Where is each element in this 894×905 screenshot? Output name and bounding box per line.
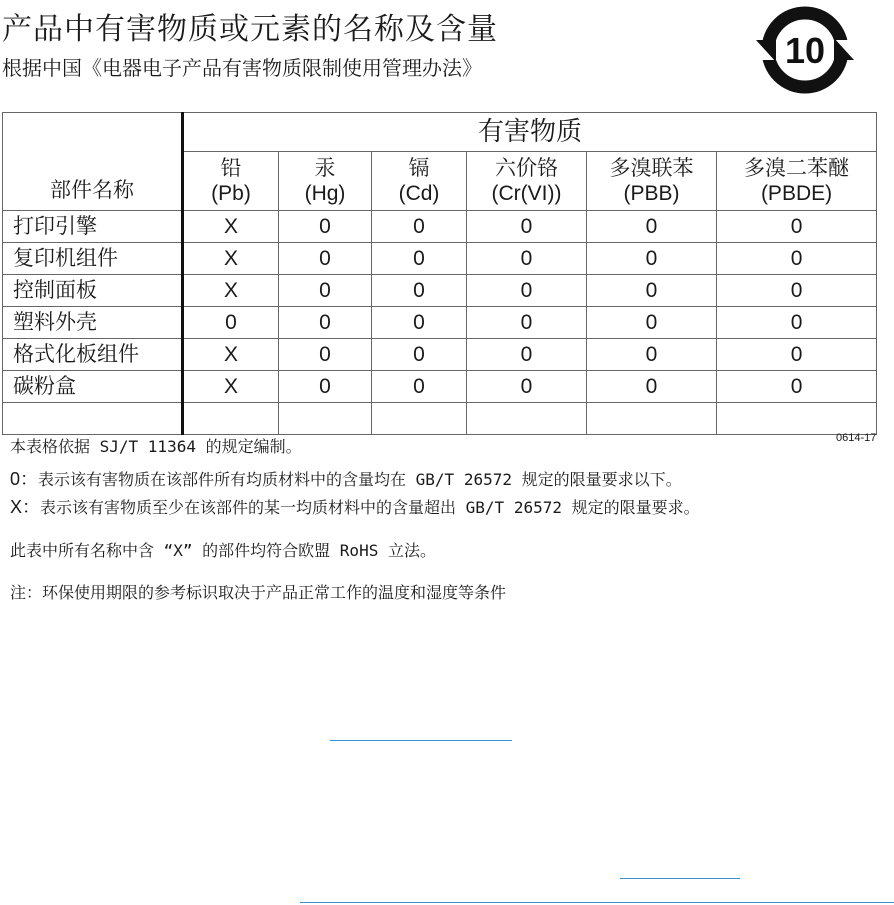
table-row [3, 339, 877, 371]
substance-value-cell [279, 403, 372, 435]
substance-name: 多溴二苯醚 [744, 156, 850, 180]
substance-value-cell: 0 [467, 211, 587, 243]
table-row [3, 275, 877, 307]
table-row [3, 371, 877, 403]
divider-line [620, 878, 740, 879]
substance-value-cell: 0 [587, 243, 717, 275]
part-name-cell: 塑料外壳 [3, 307, 183, 339]
substance-value-cell: 0 [587, 307, 717, 339]
substance-value-cell: 0 [279, 371, 372, 403]
table-row [3, 403, 877, 435]
note-epup: 注：环保使用期限的参考标识取决于产品正常工作的温度和湿度等条件 [10, 583, 507, 602]
substance-value-cell: 0 [467, 339, 587, 371]
note-x-marker: X： [10, 497, 41, 517]
substance-value-cell: 0 [717, 211, 877, 243]
part-name-header: 部件名称 [3, 113, 183, 211]
substance-value-cell: 0 [717, 275, 877, 307]
substance-symbol: (PBB) [623, 182, 680, 205]
substance-value-cell: 0 [279, 307, 372, 339]
note-zero-text: 表示该有害物质在该部件所有均质材料中的含量均在 GB/T 26572 规定的限量要求以下。 [38, 470, 682, 489]
substance-header [279, 152, 372, 211]
note-zero-marker: 0： [10, 469, 39, 489]
substance-value-cell: 0 [372, 339, 467, 371]
table-header-row [3, 113, 877, 152]
substance-value-cell: X [183, 211, 279, 243]
document-code: 0614-17 [836, 432, 877, 444]
substance-header [372, 152, 467, 211]
hazardous-substances-header: 有害物质 [183, 113, 877, 152]
substance-value-cell [717, 403, 877, 435]
table-row [3, 243, 877, 275]
substance-value-cell: 0 [587, 275, 717, 307]
substance-header [717, 152, 877, 211]
substance-value-cell: 0 [372, 211, 467, 243]
substance-value-cell: 0 [279, 275, 372, 307]
substance-value-cell: 0 [587, 339, 717, 371]
substance-value-cell: 0 [279, 211, 372, 243]
substance-value-cell: X [183, 243, 279, 275]
substance-value-cell: 0 [467, 275, 587, 307]
page-title: 产品中有害物质或元素的名称及含量 [2, 12, 498, 47]
substance-value-cell: 0 [467, 243, 587, 275]
part-name-cell: 碳粉盒 [3, 371, 183, 403]
divider-line [330, 740, 512, 741]
substance-name: 镉 [408, 156, 430, 180]
part-name-cell: 格式化板组件 [3, 339, 183, 371]
part-name-cell [3, 403, 183, 435]
substance-value-cell: 0 [717, 307, 877, 339]
substance-name: 六价铬 [495, 156, 558, 180]
substance-value-cell [587, 403, 717, 435]
note-standard: 本表格依据 SJ/T 11364 的规定编制。 [10, 437, 302, 456]
substance-symbol: (Pb) [211, 182, 251, 205]
substance-symbol: (PBDE) [760, 182, 833, 205]
part-name-cell: 打印引擎 [3, 211, 183, 243]
substance-value-cell: X [183, 339, 279, 371]
substance-value-cell: 0 [587, 211, 717, 243]
substance-header [183, 152, 279, 211]
substance-value-cell [372, 403, 467, 435]
substance-value-cell [467, 403, 587, 435]
substance-value-cell: 0 [372, 307, 467, 339]
substance-value-cell [183, 403, 279, 435]
substance-value-cell: 0 [183, 307, 279, 339]
substance-symbol: (Cr(VI)) [491, 182, 562, 205]
substance-value-cell: 0 [587, 371, 717, 403]
substance-value-cell: 0 [279, 339, 372, 371]
substance-value-cell: 0 [372, 275, 467, 307]
substance-value-cell: 0 [372, 371, 467, 403]
substance-value-cell: 0 [717, 371, 877, 403]
note-zero [10, 468, 682, 491]
substance-value-cell: 0 [279, 243, 372, 275]
substance-value-cell: 0 [467, 307, 587, 339]
substance-value-cell: X [183, 371, 279, 403]
page-subtitle: 根据中国《电器电子产品有害物质限制使用管理办法》 [2, 56, 482, 80]
substance-name: 汞 [314, 156, 336, 180]
substance-name: 多溴联苯 [609, 156, 694, 180]
note-x-text: 表示该有害物质至少在该部件的某一均质材料中的含量超出 GB/T 26572 规定的限量要求。 [40, 498, 700, 517]
table-row [3, 307, 877, 339]
epup-10-year-logo [748, 2, 862, 98]
substance-header [467, 152, 587, 211]
substance-value-cell: X [183, 275, 279, 307]
hazardous-substance-table [2, 112, 877, 435]
substance-value-cell: 0 [372, 243, 467, 275]
note-rohs: 此表中所有名称中含 “X” 的部件均符合欧盟 RoHS 立法。 [10, 541, 436, 560]
substance-value-cell: 0 [467, 371, 587, 403]
substance-value-cell: 0 [717, 339, 877, 371]
divider-line [300, 902, 894, 903]
note-x [10, 496, 700, 519]
table-row [3, 211, 877, 243]
substance-symbol: (Hg) [304, 182, 346, 205]
substance-value-cell: 0 [717, 243, 877, 275]
part-name-cell: 复印机组件 [3, 243, 183, 275]
part-name-cell: 控制面板 [3, 275, 183, 307]
substance-symbol: (Cd) [398, 182, 440, 205]
substance-header [587, 152, 717, 211]
epup-number: 10 [784, 30, 826, 71]
substance-name: 铅 [220, 156, 242, 180]
